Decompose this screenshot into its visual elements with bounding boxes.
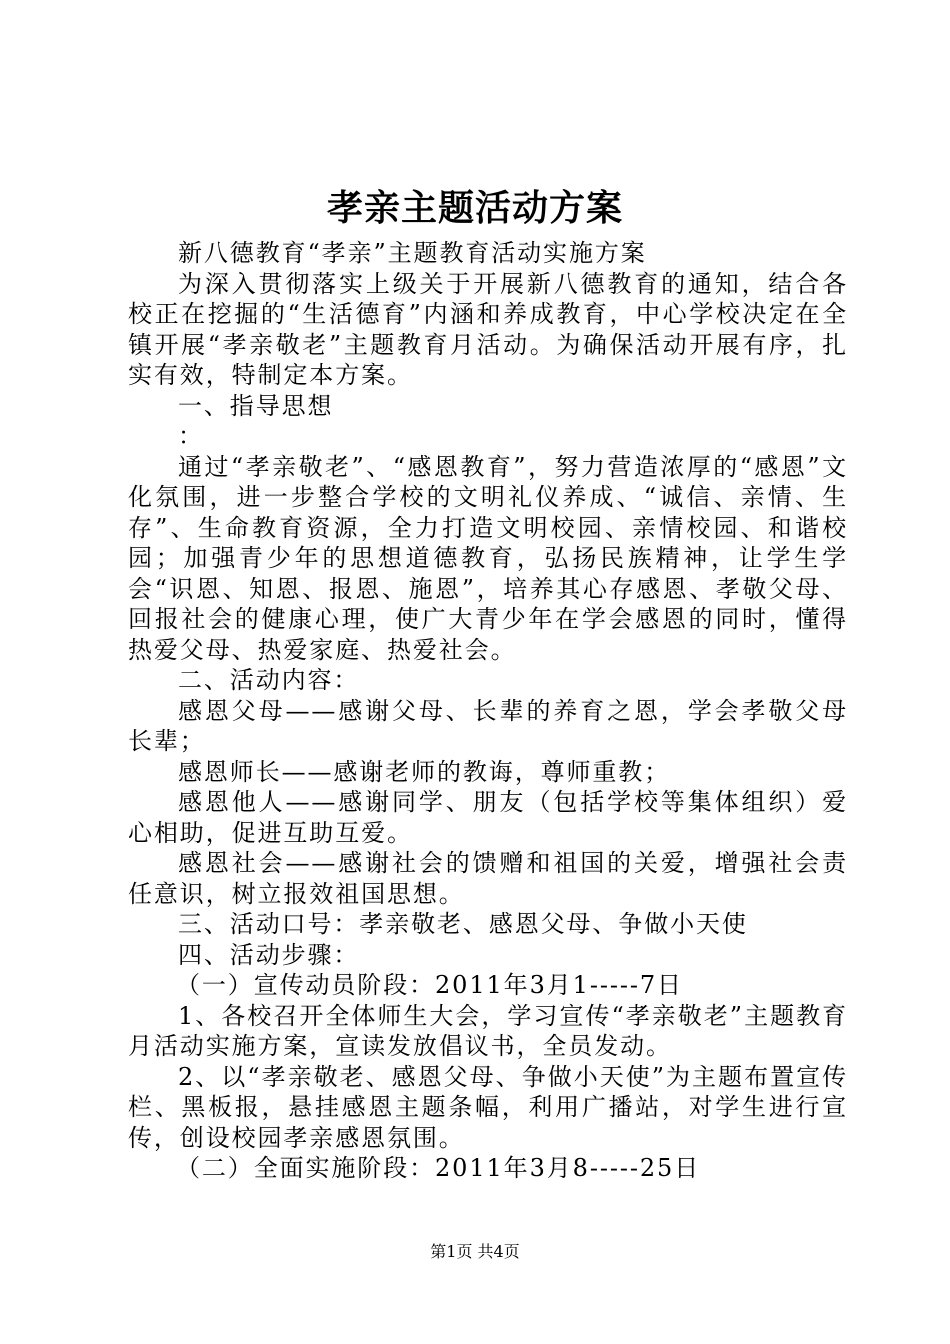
paragraph-step-one: 1、各校召开全体师生大会，学习宣传“孝亲敬老”主题教育月活动实施方案，宣读发放倡议书，全员发动。 <box>128 1001 848 1060</box>
heading-activity-steps: 四、活动步骤： <box>178 940 360 969</box>
paragraph-intro: 为深入贯彻落实上级关于开展新八德教育的通知，结合各校正在挖掘的“生活德育”内涵和养成教育，中心学校决定在全镇开展“孝亲敬老”主题教育月活动。为确保活动开展有序，扎实有效，特制定本方案。 <box>128 269 848 389</box>
paragraph-step-two: 2、以“孝亲敬老、感恩父母、争做小天使”为主题布置宣传栏、黑板报，悬挂感恩主题条幅，利用广播站，对学生进行宣传，创设校园孝亲感恩氛围。 <box>128 1062 848 1152</box>
paragraph-colon: ： <box>178 422 204 450</box>
document-body <box>128 238 848 1184</box>
page-title: 孝亲主题活动方案 <box>326 187 623 229</box>
heading-activity-content: 二、活动内容： <box>178 666 360 694</box>
paragraph-thank-parents: 感恩父母——感谢父母、长辈的养育之恩，学会孝敬父母长辈； <box>128 696 848 755</box>
page-footer: 第1页 共4页 <box>430 1242 520 1261</box>
paragraph-thank-others: 感恩他人——感谢同学、朋友（包括学校等集体组织）爱心相助，促进互助互爱。 <box>128 788 848 847</box>
paragraph-subtitle: 新八德教育“孝亲”主题教育活动实施方案 <box>178 239 647 267</box>
paragraph-thank-society: 感恩社会——感谢社会的馈赠和祖国的关爱，增强社会责任意识，树立报效祖国思想。 <box>128 849 848 908</box>
heading-activity-slogan: 三、活动口号：孝亲敬老、感恩父母、争做小天使 <box>178 910 748 938</box>
paragraph-guiding-content: 通过“孝亲敬老”、“感恩教育”，努力营造浓厚的“感恩”文化氛围，进一步整合学校的文明礼仪养成、“诚信、亲情、生存”、生命教育资源，全力打造文明校园、亲情校园、和谐校园；加强青少年的思想道德教育，弘扬民族精神，让学生学会“识恩、知恩、报恩、施恩”，培养其心存感恩、孝敬父母、回报社会的健康心理，使广大青少年在学会感恩的同时，懂得热爱父母、热爱家庭、热爱社会。 <box>128 452 848 664</box>
paragraph-phase-one: （一）宣传动员阶段：2011年3月1-----7日 <box>176 971 683 999</box>
paragraph-phase-two: （二）全面实施阶段：2011年3月8-----25日 <box>176 1154 701 1182</box>
heading-guiding-thought: 一、指导思想 <box>178 391 334 420</box>
paragraph-thank-teachers: 感恩师长——感谢老师的教诲，尊师重教； <box>178 757 671 786</box>
